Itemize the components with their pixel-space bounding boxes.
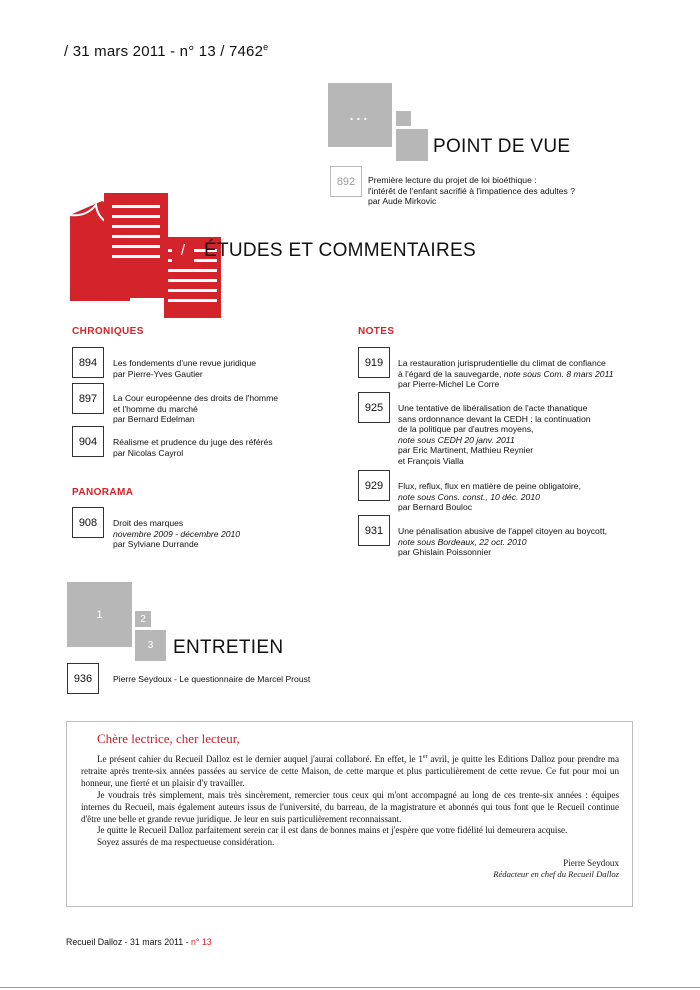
entry-reference: note sous Bordeaux, 22 oct. 2010 <box>398 536 527 547</box>
entry-line: de la politique par d'autres moyens, <box>398 424 534 435</box>
entry-line: et l'homme du marché <box>113 403 198 414</box>
editorial-letter <box>66 721 633 907</box>
footer-issue: n° 13 <box>191 937 212 947</box>
entry-author: par Pierre-Yves Gautier <box>113 368 203 379</box>
issue-line: / 31 mars 2011 - n° 13 / 7462 <box>64 43 264 60</box>
issue-header <box>64 42 268 60</box>
letter-signature: Pierre Seydoux <box>563 858 619 869</box>
entretien-box-3: 3 <box>135 630 166 661</box>
entry-author: et François Vialla <box>398 455 464 466</box>
entretien-box-2: 2 <box>135 611 151 627</box>
panorama-number: 908 <box>72 507 104 538</box>
note-number: 919 <box>358 347 390 378</box>
entretien-title: ENTRETIEN <box>173 637 284 658</box>
entry-author: par Bernard Edelman <box>113 414 195 425</box>
entry-reference: note sous Com. 8 mars 2011 <box>503 368 614 379</box>
entretien-entry[interactable]: Pierre Seydoux - Le questionnaire de Marcel Proust <box>113 674 311 684</box>
entry-line: Première lecture du projet de loi bioéthique : <box>368 175 537 185</box>
letter-text: Le présent cahier du Recueil Dalloz est le dernier auquel j'aurai collaboré. En effet, le 1 <box>97 754 423 765</box>
point-de-vue-small-square <box>396 111 411 126</box>
entry-date-range: novembre 2009 - décembre 2010 <box>113 528 241 539</box>
entry-line-combined <box>398 369 614 380</box>
chronique-entry[interactable] <box>113 437 273 458</box>
etudes-title: ÉTUDES ET COMMENTAIRES <box>204 240 476 261</box>
entretien-number: 936 <box>67 663 99 694</box>
panorama-entry[interactable] <box>113 518 240 550</box>
footer-text: Recueil Dalloz - 31 mars 2011 - <box>66 937 191 947</box>
entry-author: par Pierre-Michel Le Corre <box>398 379 500 390</box>
entry-author: par Ghislain Poissonnier <box>398 547 492 558</box>
entry-line: sans ordonnance devant la CEDH : la continuation <box>398 413 591 424</box>
chronique-number: 894 <box>72 347 104 378</box>
point-de-vue-entry[interactable] <box>368 175 575 207</box>
letter-paragraph: Je voudrais très simplement, mais très sincèrement, remercier tous ceux qui m'ont accompagné au long de ces trente-six années : équipes internes du Recueil, mais également auteurs issus de l'université, du barreau, de la magistrature et abonnés qui tous font que le Recueil continue d'être une belle et grande revue juridique. Je leur en suis particulièrement reconnaissant. <box>81 789 619 824</box>
entry-line: Les fondements d'une revue juridique <box>113 358 257 368</box>
entry-line: Flux, reflux, flux en matière de peine obligatoire, <box>398 481 581 491</box>
chroniques-heading: CHRONIQUES <box>72 326 144 337</box>
entry-line: Réalisme et prudence du juge des référés <box>113 437 273 447</box>
notes-heading: NOTES <box>358 326 395 337</box>
letter-paragraph <box>81 752 619 790</box>
chronique-entry[interactable] <box>113 393 278 425</box>
point-de-vue-title: POINT DE VUE <box>433 136 571 157</box>
document-stack-icon <box>64 193 224 318</box>
slash-badge: / <box>172 238 194 262</box>
note-entry[interactable] <box>398 526 607 558</box>
note-entry[interactable] <box>398 481 581 513</box>
panorama-heading: PANORAMA <box>72 487 134 498</box>
entry-line: Droit des marques <box>113 518 184 528</box>
entry-author: par Nicolas Cayrol <box>113 447 184 458</box>
note-number: 925 <box>358 392 390 423</box>
entry-author: par Eric Martinent, Mathieu Reynier <box>398 445 534 456</box>
point-de-vue-number: 892 <box>330 166 362 197</box>
chronique-number: 897 <box>72 383 104 414</box>
entry-line: Une tentative de libéralisation de l'acte thanatique <box>398 403 588 413</box>
letter-paragraph: Soyez assurés de ma respectueuse considération. <box>97 837 275 848</box>
note-entry[interactable] <box>398 358 614 390</box>
entry-line: La restauration jurisprudentielle du climat de confiance <box>398 358 606 368</box>
entry-author: par Aude Mirkovic <box>368 196 437 207</box>
page-footer <box>66 937 212 947</box>
entry-reference: note sous CEDH 20 janv. 2011 <box>398 434 515 445</box>
chronique-entry[interactable] <box>113 358 256 379</box>
page-bottom-divider <box>0 987 700 988</box>
entry-line: Une pénalisation abusive de l'appel citoyen au boycott, <box>398 526 607 536</box>
point-de-vue-icon <box>328 83 392 147</box>
chronique-number: 904 <box>72 426 104 457</box>
note-entry[interactable] <box>398 403 591 467</box>
entretien-box-1: 1 <box>67 582 132 647</box>
letter-paragraph: Je quitte le Recueil Dalloz parfaitement serein car il est dans de bonnes mains et j'espère que votre fidélité lui demeurera acquise. <box>97 825 568 836</box>
entry-line: La Cour européenne des droits de l'homme <box>113 393 279 403</box>
entry-author: par Sylviane Durrande <box>113 539 199 550</box>
entry-reference: note sous Cons. const., 10 déc. 2010 <box>398 491 540 502</box>
entry-author: par Bernard Bouloc <box>398 502 473 513</box>
point-de-vue-medium-square <box>396 129 428 161</box>
entry-line: à l'égard de la sauvegarde, <box>398 368 504 379</box>
letter-text: avril, je quitte les Editions Dalloz pour prendre ma retraite après trente-six années passées au service de cette Maison, de cette marque et plus particulièrement de cette revue. Ce fut pour moi un honneur, une fierté et un plaisir d'y travailler. <box>81 754 620 788</box>
issue-superscript: e <box>263 42 269 52</box>
letter-superscript: er <box>422 754 428 760</box>
dots-icon: ... <box>349 107 371 123</box>
note-number: 931 <box>358 515 390 546</box>
entry-line: l'intérêt de l'enfant sacrifié à l'impatience des adultes ? <box>368 185 575 196</box>
note-number: 929 <box>358 470 390 501</box>
letter-salutation: Chère lectrice, cher lecteur, <box>97 731 240 746</box>
letter-signer-role: Rédacteur en chef du Recueil Dalloz <box>493 869 619 880</box>
